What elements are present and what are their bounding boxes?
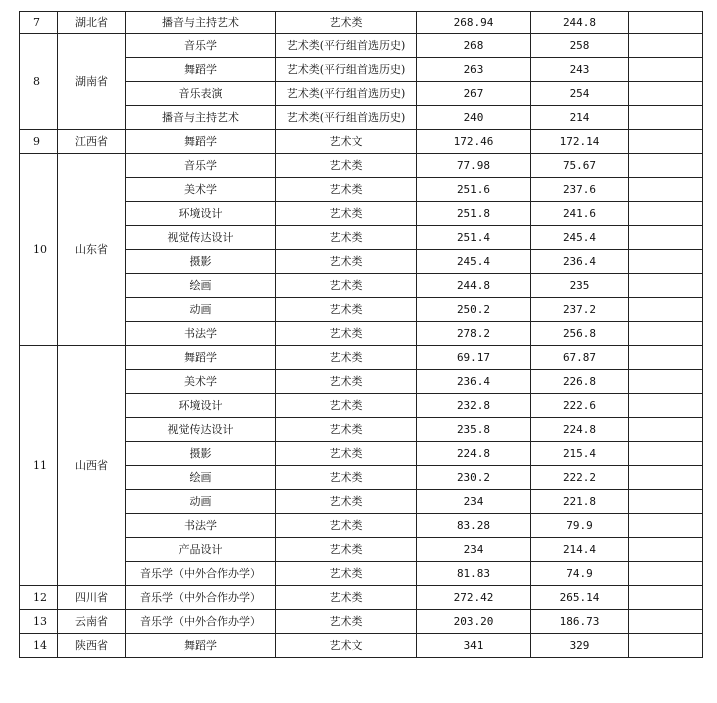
score-low-cell: 172.14 <box>531 130 629 154</box>
major-cell: 动画 <box>126 490 276 514</box>
major-cell: 音乐学 <box>126 154 276 178</box>
category-cell: 艺术类 <box>276 274 417 298</box>
remark-cell <box>629 586 703 610</box>
remark-cell <box>629 394 703 418</box>
province-cell: 山东省 <box>58 154 126 346</box>
major-cell: 视觉传达设计 <box>126 418 276 442</box>
score-low-cell: 243 <box>531 58 629 82</box>
category-cell: 艺术类(平行组首选历史) <box>276 106 417 130</box>
category-cell: 艺术类 <box>276 514 417 538</box>
category-cell: 艺术类 <box>276 178 417 202</box>
score-high-cell: 236.4 <box>417 370 531 394</box>
score-low-cell: 258 <box>531 34 629 58</box>
row-index-cell: 7 <box>20 12 58 34</box>
major-cell: 音乐学（中外合作办学） <box>126 610 276 634</box>
province-cell: 山西省 <box>58 346 126 586</box>
score-high-cell: 244.8 <box>417 274 531 298</box>
admission-score-table <box>19 11 703 658</box>
table-row <box>20 34 703 58</box>
category-cell: 艺术类 <box>276 298 417 322</box>
score-low-cell: 265.14 <box>531 586 629 610</box>
province-cell: 云南省 <box>58 610 126 634</box>
major-cell: 产品设计 <box>126 538 276 562</box>
score-high-cell: 77.98 <box>417 154 531 178</box>
remark-cell <box>629 82 703 106</box>
major-cell: 书法学 <box>126 322 276 346</box>
major-cell: 舞蹈学 <box>126 346 276 370</box>
row-index-cell: 10 <box>20 154 58 346</box>
major-cell: 视觉传达设计 <box>126 226 276 250</box>
category-cell: 艺术类 <box>276 562 417 586</box>
category-cell: 艺术类 <box>276 250 417 274</box>
score-low-cell: 236.4 <box>531 250 629 274</box>
category-cell: 艺术类 <box>276 394 417 418</box>
score-low-cell: 221.8 <box>531 490 629 514</box>
province-cell: 陕西省 <box>58 634 126 658</box>
remark-cell <box>629 298 703 322</box>
score-high-cell: 81.83 <box>417 562 531 586</box>
score-high-cell: 268 <box>417 34 531 58</box>
remark-cell <box>629 370 703 394</box>
score-high-cell: 230.2 <box>417 466 531 490</box>
score-high-cell: 69.17 <box>417 346 531 370</box>
score-high-cell: 234 <box>417 538 531 562</box>
remark-cell <box>629 12 703 34</box>
remark-cell <box>629 274 703 298</box>
major-cell: 音乐学（中外合作办学） <box>126 562 276 586</box>
province-cell: 湖南省 <box>58 34 126 130</box>
table-row <box>20 634 703 658</box>
major-cell: 舞蹈学 <box>126 634 276 658</box>
score-high-cell: 245.4 <box>417 250 531 274</box>
major-cell: 美术学 <box>126 370 276 394</box>
major-cell: 动画 <box>126 298 276 322</box>
table-row <box>20 610 703 634</box>
remark-cell <box>629 34 703 58</box>
remark-cell <box>629 154 703 178</box>
table-row <box>20 586 703 610</box>
major-cell: 环境设计 <box>126 394 276 418</box>
score-high-cell: 263 <box>417 58 531 82</box>
score-low-cell: 214 <box>531 106 629 130</box>
score-high-cell: 341 <box>417 634 531 658</box>
category-cell: 艺术类 <box>276 12 417 34</box>
category-cell: 艺术类 <box>276 346 417 370</box>
score-high-cell: 240 <box>417 106 531 130</box>
score-high-cell: 267 <box>417 82 531 106</box>
major-cell: 摄影 <box>126 442 276 466</box>
score-low-cell: 329 <box>531 634 629 658</box>
score-high-cell: 235.8 <box>417 418 531 442</box>
score-low-cell: 256.8 <box>531 322 629 346</box>
remark-cell <box>629 634 703 658</box>
province-cell: 江西省 <box>58 130 126 154</box>
category-cell: 艺术类(平行组首选历史) <box>276 34 417 58</box>
category-cell: 艺术类 <box>276 322 417 346</box>
remark-cell <box>629 418 703 442</box>
score-high-cell: 250.2 <box>417 298 531 322</box>
remark-cell <box>629 106 703 130</box>
remark-cell <box>629 514 703 538</box>
score-low-cell: 224.8 <box>531 418 629 442</box>
score-high-cell: 232.8 <box>417 394 531 418</box>
score-high-cell: 272.42 <box>417 586 531 610</box>
province-cell: 湖北省 <box>58 12 126 34</box>
score-high-cell: 251.6 <box>417 178 531 202</box>
category-cell: 艺术类 <box>276 370 417 394</box>
major-cell: 音乐学 <box>126 34 276 58</box>
score-high-cell: 172.46 <box>417 130 531 154</box>
remark-cell <box>629 538 703 562</box>
category-cell: 艺术类 <box>276 442 417 466</box>
score-low-cell: 237.2 <box>531 298 629 322</box>
category-cell: 艺术类 <box>276 154 417 178</box>
category-cell: 艺术类 <box>276 466 417 490</box>
row-index-cell: 13 <box>20 610 58 634</box>
major-cell: 舞蹈学 <box>126 58 276 82</box>
major-cell: 音乐学（中外合作办学） <box>126 586 276 610</box>
score-low-cell: 237.6 <box>531 178 629 202</box>
category-cell: 艺术类 <box>276 202 417 226</box>
category-cell: 艺术类 <box>276 418 417 442</box>
province-cell: 四川省 <box>58 586 126 610</box>
remark-cell <box>629 466 703 490</box>
score-high-cell: 224.8 <box>417 442 531 466</box>
score-low-cell: 245.4 <box>531 226 629 250</box>
major-cell: 书法学 <box>126 514 276 538</box>
score-low-cell: 214.4 <box>531 538 629 562</box>
score-low-cell: 222.6 <box>531 394 629 418</box>
major-cell: 舞蹈学 <box>126 130 276 154</box>
category-cell: 艺术类 <box>276 538 417 562</box>
score-low-cell: 244.8 <box>531 12 629 34</box>
score-low-cell: 75.67 <box>531 154 629 178</box>
score-high-cell: 203.20 <box>417 610 531 634</box>
score-low-cell: 241.6 <box>531 202 629 226</box>
row-index-cell: 9 <box>20 130 58 154</box>
row-index-cell: 12 <box>20 586 58 610</box>
score-low-cell: 79.9 <box>531 514 629 538</box>
major-cell: 音乐表演 <box>126 82 276 106</box>
score-low-cell: 215.4 <box>531 442 629 466</box>
major-cell: 播音与主持艺术 <box>126 106 276 130</box>
score-low-cell: 254 <box>531 82 629 106</box>
major-cell: 播音与主持艺术 <box>126 12 276 34</box>
score-high-cell: 251.8 <box>417 202 531 226</box>
score-high-cell: 268.94 <box>417 12 531 34</box>
table-row <box>20 154 703 178</box>
score-high-cell: 251.4 <box>417 226 531 250</box>
remark-cell <box>629 490 703 514</box>
remark-cell <box>629 178 703 202</box>
remark-cell <box>629 202 703 226</box>
score-high-cell: 83.28 <box>417 514 531 538</box>
remark-cell <box>629 562 703 586</box>
score-low-cell: 226.8 <box>531 370 629 394</box>
remark-cell <box>629 226 703 250</box>
score-high-cell: 278.2 <box>417 322 531 346</box>
category-cell: 艺术类(平行组首选历史) <box>276 82 417 106</box>
remark-cell <box>629 346 703 370</box>
score-low-cell: 235 <box>531 274 629 298</box>
table-body <box>20 12 703 658</box>
category-cell: 艺术类 <box>276 490 417 514</box>
score-high-cell: 234 <box>417 490 531 514</box>
major-cell: 摄影 <box>126 250 276 274</box>
category-cell: 艺术类 <box>276 610 417 634</box>
row-index-cell: 8 <box>20 34 58 130</box>
category-cell: 艺术类 <box>276 586 417 610</box>
remark-cell <box>629 610 703 634</box>
table-row <box>20 12 703 34</box>
category-cell: 艺术类(平行组首选历史) <box>276 58 417 82</box>
row-index-cell: 14 <box>20 634 58 658</box>
major-cell: 绘画 <box>126 274 276 298</box>
admission-score-table-wrapper <box>19 11 703 658</box>
remark-cell <box>629 442 703 466</box>
remark-cell <box>629 250 703 274</box>
major-cell: 环境设计 <box>126 202 276 226</box>
score-low-cell: 74.9 <box>531 562 629 586</box>
major-cell: 美术学 <box>126 178 276 202</box>
category-cell: 艺术类 <box>276 226 417 250</box>
major-cell: 绘画 <box>126 466 276 490</box>
category-cell: 艺术文 <box>276 130 417 154</box>
remark-cell <box>629 130 703 154</box>
table-row <box>20 346 703 370</box>
remark-cell <box>629 322 703 346</box>
table-row <box>20 130 703 154</box>
score-low-cell: 67.87 <box>531 346 629 370</box>
row-index-cell: 11 <box>20 346 58 586</box>
score-low-cell: 186.73 <box>531 610 629 634</box>
category-cell: 艺术文 <box>276 634 417 658</box>
remark-cell <box>629 58 703 82</box>
score-low-cell: 222.2 <box>531 466 629 490</box>
